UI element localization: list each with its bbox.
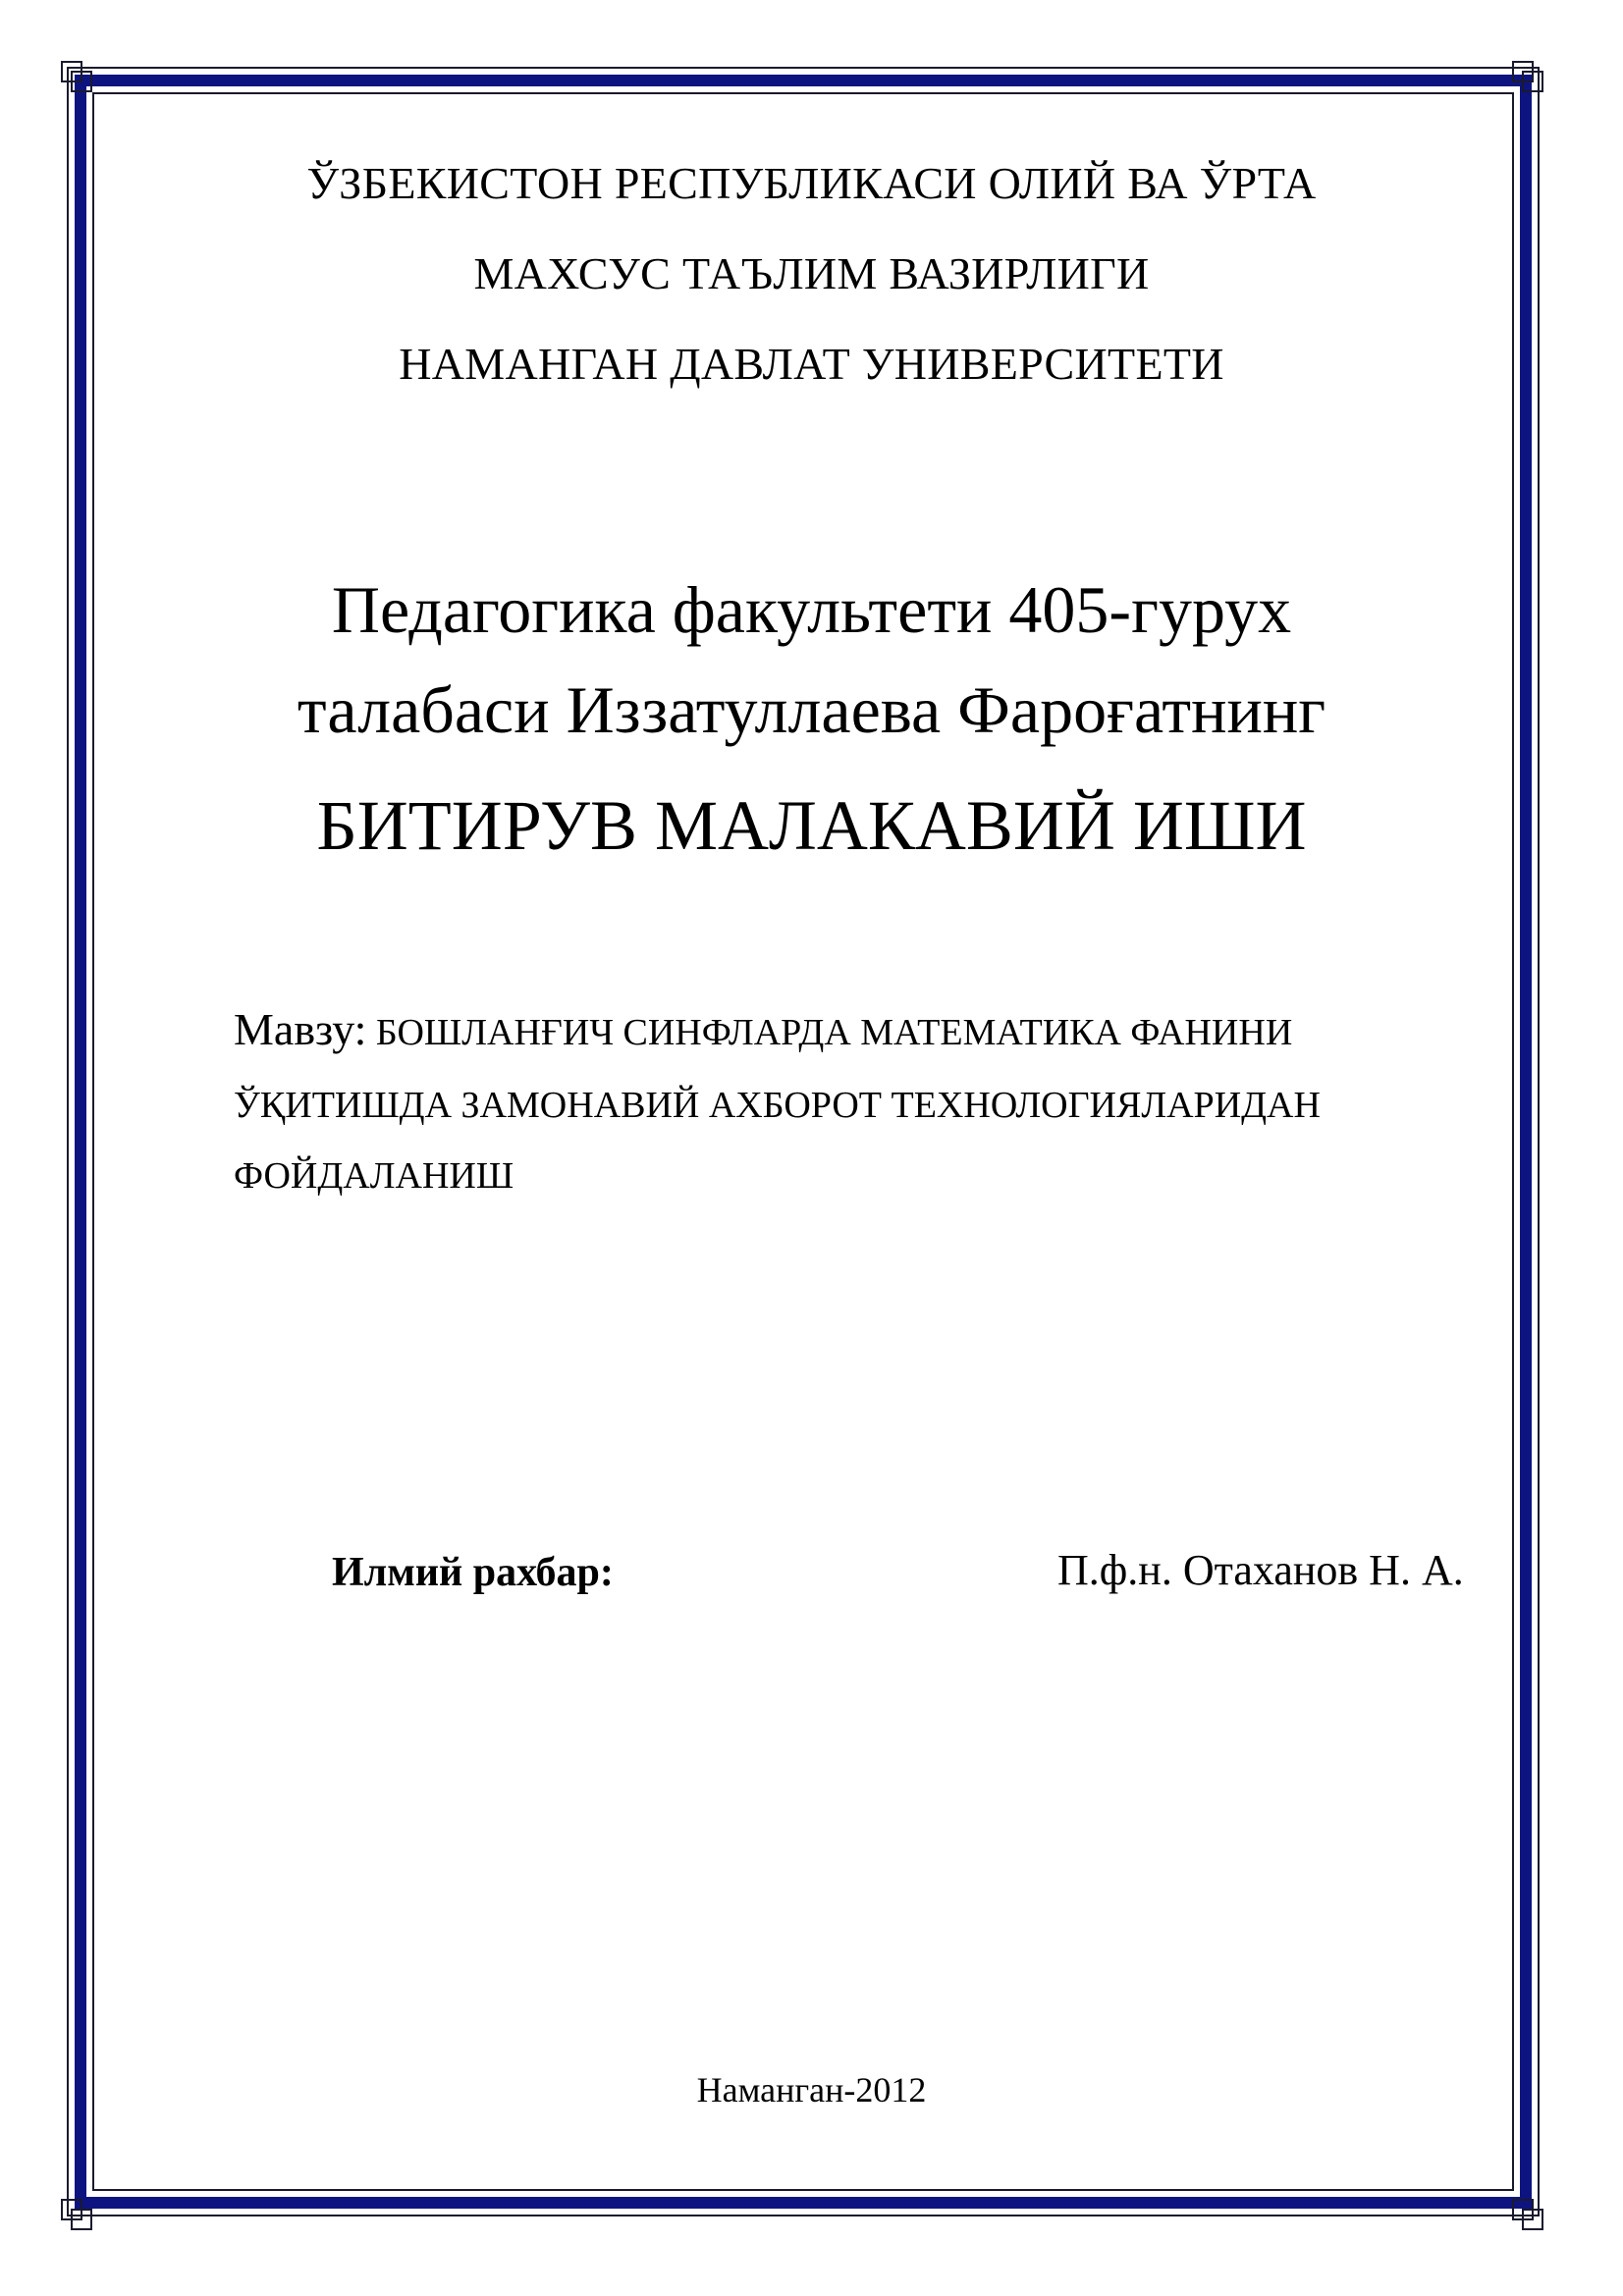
work-title: БИТИРУВ МАЛАКАВИЙ ИШИ [316,786,1307,865]
topic-line-2: ЎҚИТИШДА ЗАМОНАВИЙ АХБОРОТ ТЕХНОЛОГИЯЛАРИДАН [234,1085,1321,1126]
topic-line-3: ФОЙДАЛАНИШ [234,1155,514,1197]
frame-corner-bottom-right [1512,2199,1547,2234]
frame-corner-top-right [1512,61,1547,96]
ministry-line-1: ЎЗБЕКИСТОН РЕСПУБЛИКАСИ ОЛИЙ ВА ЎРТА [306,158,1317,208]
page-frame-inner [92,92,1514,2191]
student-faculty-group: Педагогика факультети 405-гурух [331,572,1292,647]
topic-text-1: БОШЛАНҒИЧ СИНФЛАРДА МАТЕМАТИКА ФАНИНИ [375,1012,1293,1053]
place-year: Наманган-2012 [696,2070,927,2109]
frame-corner-bottom-left [61,2199,96,2234]
topic-label: Мавзу: [234,1004,367,1054]
topic-line-1 [234,1003,1292,1055]
frame-corner-top-left [61,61,96,96]
university-name: НАМАНГАН ДАВЛАТ УНИВЕРСИТЕТИ [399,339,1224,389]
student-name: талабаси Иззатуллаева Фароғатнинг [297,672,1326,747]
supervisor-name: П.ф.н. Отаханов Н. А. [1057,1546,1464,1594]
ministry-line-2: МАХСУС ТАЪЛИМ ВАЗИРЛИГИ [473,248,1150,298]
supervisor-label: Илмий рахбар: [332,1550,614,1595]
